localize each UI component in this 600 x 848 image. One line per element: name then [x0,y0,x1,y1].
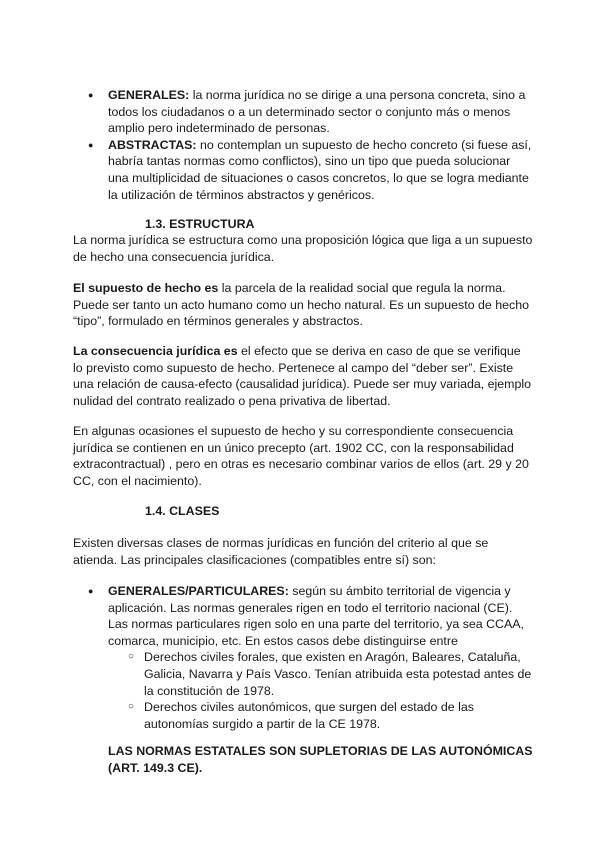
supuesto-paragraph [73,280,533,330]
list-item-lead: GENERALES/PARTICULARES: [108,584,289,598]
paragraph: La norma jurídica se estructura como una proposición lógica que liga a un supuesto de hecho una consecuencia jurídica. [73,233,533,264]
sub-list-item-autonomicos: ○ Derechos civiles autonómicos, que surgen del estado de las autonomías surgido a partir de la CE 1978. [108,699,533,732]
term-text: el efecto que se deriva en caso de que se verifique lo previsto como supuesto de hecho. Pertenece al campo del “deber ser”. Existe una relación de causa-efecto (causalidad jurídica). Puede ser muy variada, ejemplo nulidad del contrato realizado o pena privativa de libertad. [73,344,532,408]
clases-list [73,583,533,732]
list-item-text: según su ámbito territorial de vigencia y aplicación. Las normas generales rigen en todo el territorio nacional (CE). Las normas particulares rigen solo en una parte del territorio, ya sea CCAA, comarca, municipio, etc. En estos casos debe distinguirse entre [108,584,524,648]
list-item-text: no contemplan un supuesto de hecho concreto (si fuese así, habría tantas normas como conflictos), sino un tipo que pueda solucionar una multiplicidad de situaciones o casos concretos, lo que se logra mediante la utilización de términos abstractos y genéricos. [108,137,532,202]
term-lead: El supuesto de hecho es [73,281,219,295]
sub-list-item-forales: ○ Derechos civiles forales, que existen en Aragón, Baleares, Cataluña, Galicia, Navarra y País Vasco. Tenían atribuida esta potestad antes de la constitución de 1978. [108,649,533,699]
paragraph [73,280,533,330]
characteristics-list [73,87,533,203]
paragraph: Existen diversas clases de normas jurídicas en función del criterio al que se atienda. Las principales clasificaciones (compatibles entre sí) son: [73,536,489,567]
paragraph [73,343,533,409]
characteristics-list-block [73,87,533,203]
closing-paragraph [73,423,533,489]
section-heading-clases: 1.4. CLASES [145,504,220,518]
section-heading-estructura: 1.3. ESTRUCTURA [145,217,255,231]
list-item-abstractas [73,137,533,203]
consecuencia-paragraph [73,343,533,409]
list-item-generales-particulares [73,583,533,732]
clases-list-block [73,583,533,732]
estructura-intro [73,232,533,265]
list-item-generales [73,87,533,137]
emphasis-statement: LAS NORMAS ESTATALES SON SUPLETORIAS DE LAS AUTONÓMICAS (ART. 149.3 CE). [108,744,533,775]
list-item-lead: GENERALES: [108,88,190,102]
sub-list [108,649,533,732]
term-lead: La consecuencia jurídica es [73,344,238,358]
paragraph: En algunas ocasiones el supuesto de hecho y su correspondiente consecuencia jurídica se contienen en un único precepto (art. 1902 CC, con la responsabilidad extracontractual) , pero en otras es necesario combinar varios de ellos (art. 29 y 20 CC, con el nacimiento). [73,424,529,488]
list-item-text: la norma jurídica no se dirige a una persona concreta, sino a todos los ciudadanos o a un determinado sector o conjunto más o menos amplio pero indeterminado de personas. [108,88,526,136]
clases-intro [73,535,533,568]
list-item-lead: ABSTRACTAS: [108,137,197,152]
term-text: la parcela de la realidad social que regula la norma. Puede ser tanto un acto humano como un hecho natural. Es un supuesto de hecho “tipo”, formulado en términos generales y abstractos. [73,281,530,329]
